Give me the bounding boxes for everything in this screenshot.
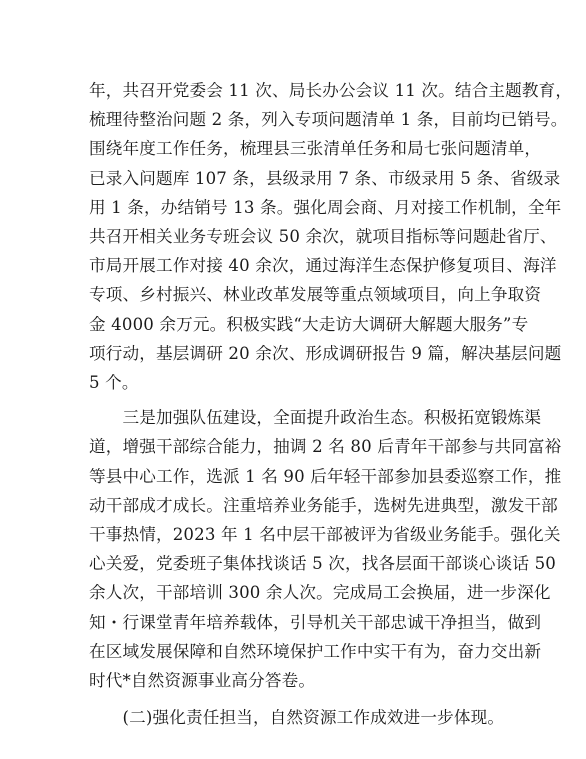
text-line: 用 1 条，办结销号 13 条。强化周会商、月对接工作机制，全年 (89, 197, 562, 217)
text-line: 知・行课堂青年培养载体，引导机关干部忠诚干净担当，做到 (89, 612, 542, 632)
text-line: 5 个。 (89, 373, 139, 393)
text-line: 时代*自然资源事业高分答卷。 (89, 671, 316, 691)
document-body (89, 76, 573, 732)
text-line: 干事热情，2023 年 1 名中层干部被评为省级业务能手。强化关 (89, 525, 561, 545)
text-line: 市局开展工作对接 40 余次，通过海洋生态保护修复项目、海洋 (89, 256, 557, 276)
paragraph-team-building (89, 403, 562, 695)
text-line: 三是加强队伍建设，全面提升政治生态。积极拓宽锻炼渠 (89, 408, 542, 428)
text-line: 金 4000 余万元。积极实践“大走访大调研大解题大服务”专 (89, 314, 529, 334)
text-line: 心关爱，党委班子集体找谈话 5 次，找各层面干部谈心谈话 50 (89, 554, 556, 574)
text-line: 动干部成才成长。注重培养业务能手，选树先进典型，激发干部 (89, 495, 558, 515)
text-line: 年，共召开党委会 11 次、局长办公会议 11 次。结合主题教育， (89, 81, 573, 100)
text-line: 梳理待整治问题 2 条，列入专项问题清单 1 条，目前均已销号。 (89, 110, 568, 130)
text-line: 等县中心工作，选派 1 名 90 后年轻干部参加县委巡察工作，推 (89, 466, 562, 486)
text-line: 已录入问题库 107 条，县级录用 7 条、市级录用 5 条、省级录 (89, 168, 561, 188)
heading-line: (二)强化责任担当，自然资源工作成效进一步体现。 (89, 708, 505, 728)
text-line: 在区域发展保障和自然环境保护工作中实干有为，奋力交出新 (89, 641, 542, 661)
text-line: 围绕年度工作任务，梳理县三张清单任务和局七张问题清单， (89, 139, 542, 159)
text-line: 项行动，基层调研 20 余次、形成调研报告 9 篇，解决基层问题 (89, 343, 562, 363)
text-line: 余人次，干部培训 300 余人次。完成局工会换届，进一步深化 (89, 583, 551, 603)
text-line: 共召开相关业务专班会议 50 余次，就项目指标等问题赴省厅、 (89, 227, 557, 247)
paragraph-work-summary (89, 76, 573, 397)
section-heading (89, 703, 505, 732)
text-line: 道，增强干部综合能力，抽调 2 名 80 后青年干部参与共同富裕 (89, 437, 562, 457)
text-line: 专项、乡村振兴、林业改革发展等重点领域项目，向上争取资 (89, 285, 542, 305)
